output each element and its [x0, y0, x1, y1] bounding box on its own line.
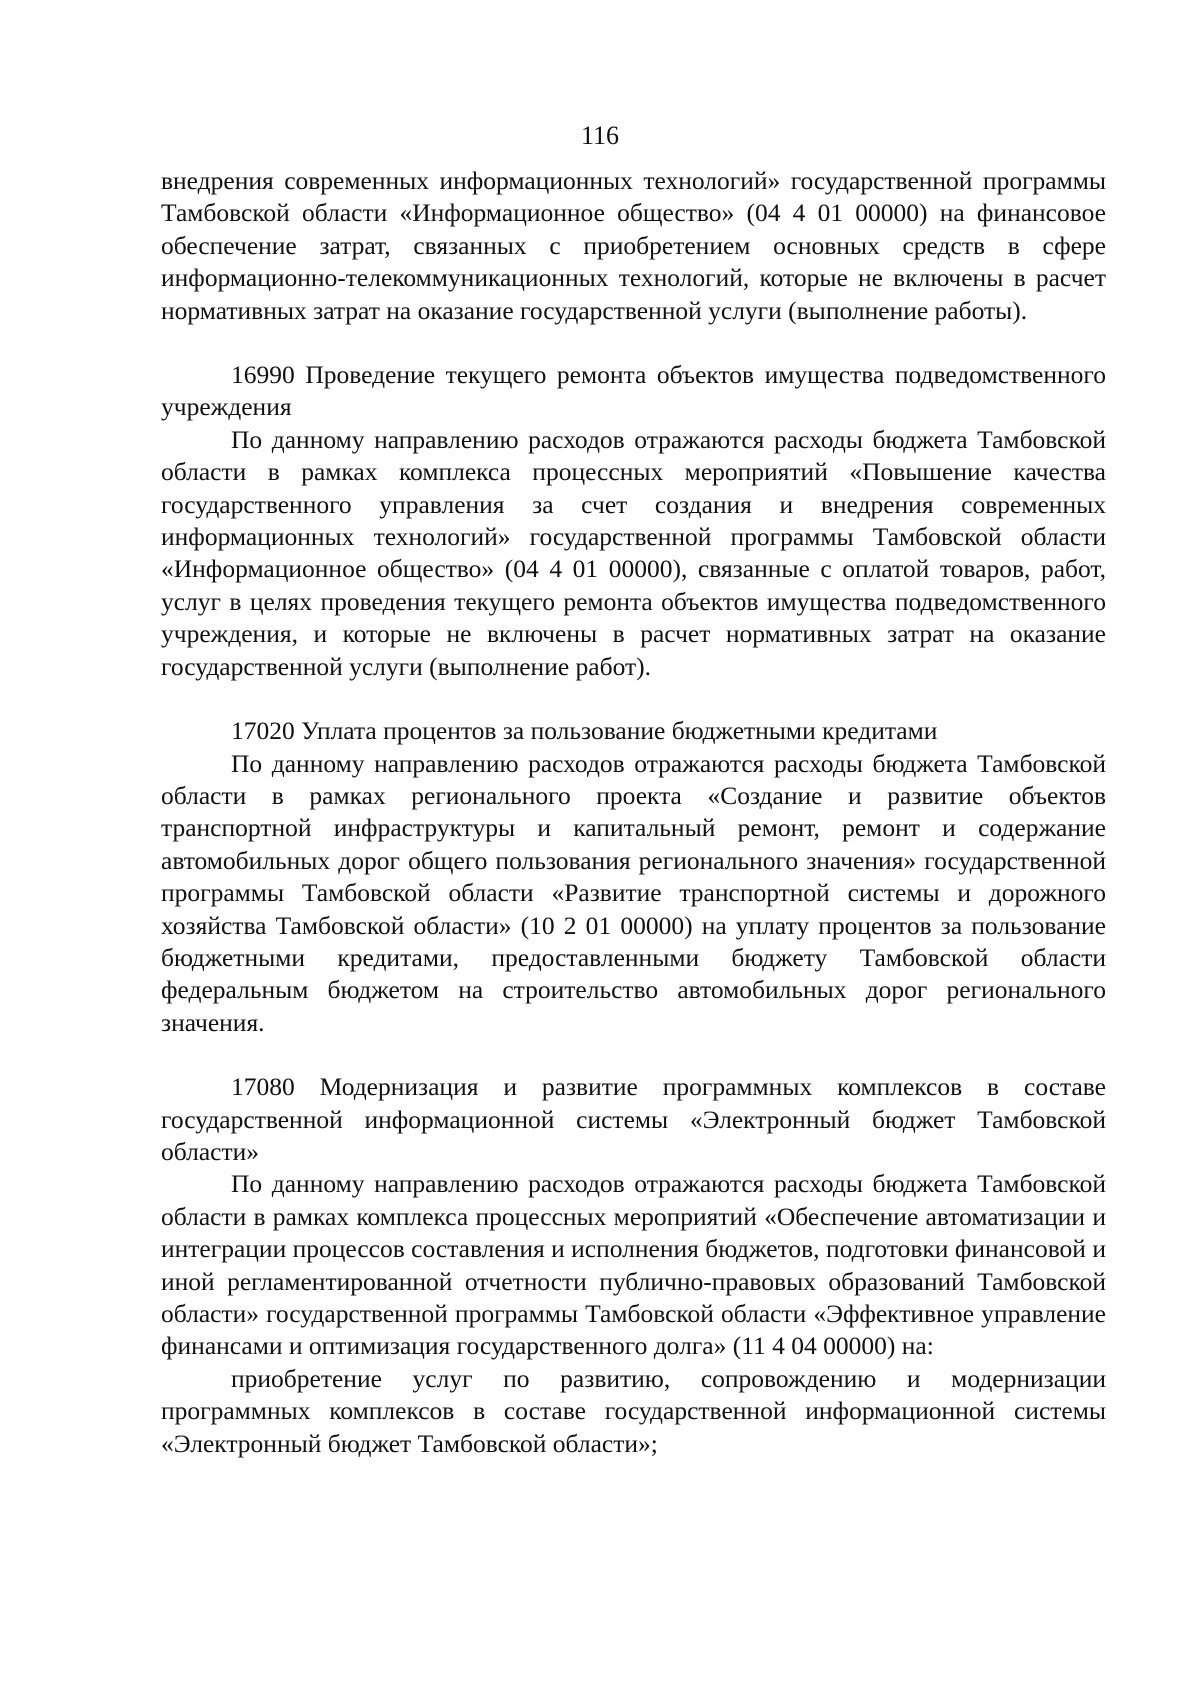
section-list-item-17080: приобретение услуг по развитию, сопровождению и модернизации программных комплексов в составе государственной информационной системы «Электронный бюджет Тамбовской области»; [161, 1363, 1106, 1458]
document-body [161, 165, 1106, 1460]
section-heading-16990: 16990 Проведение текущего ремонта объектов имущества подведомственного учреждения [161, 360, 1106, 422]
section-heading-17080: 17080 Модернизация и развитие программных комплексов в составе государственной информационной системы «Электронный бюджет Тамбовской области» [161, 1072, 1106, 1166]
page-number: 116 [580, 121, 620, 150]
paragraph-continuation: внедрения современных информационных технологий» государственной программы Тамбовской области «Информационное общество» (04 4 01 00000) на финансовое обеспечение затрат, связанных с приобретением основных средств в сфере информационно-телекоммуникационных технологий, которые не включены в расчет нормативных затрат на оказание государственной услуги (выполнение работы). [161, 166, 1106, 325]
section-body-17020: По данному направлению расходов отражаются расходы бюджета Тамбовской области в рамках регионального проекта «Создание и развитие объектов транспортной инфраструктуры и капитальный ремонт, ремонт и содержание автомобильных дорог общего пользования регионального значения» государственной программы Тамбовской области «Развитие транспортной системы и дорожного хозяйства Тамбовской области» (10 2 01 00000) на уплату процентов за пользование бюджетными кредитами, предоставленными бюджету Тамбовской области федеральным бюджетом на строительство автомобильных дорог регионального значения. [161, 748, 1106, 1037]
section-heading-17020: 17020 Уплата процентов за пользование бюджетными кредитами [231, 716, 938, 746]
section-body-17080: По данному направлению расходов отражаются расходы бюджета Тамбовской области в рамках комплекса процессных мероприятий «Обеспечение автоматизации и интеграции процессов составления и исполнения бюджетов, подготовки финансовой и иной регламентированной отчетности публично-правовых образований Тамбовской области» государственной программы Тамбовской области «Эффективное управление финансами и оптимизация государственного долга» (11 4 04 00000) на: [161, 1169, 1106, 1361]
section-body-16990: По данному направлению расходов отражаются расходы бюджета Тамбовской области в рамках комплекса процессных мероприятий «Повышение качества государственного управления за счет создания и внедрения современных информационных технологий» государственной программы Тамбовской области «Информационное общество» (04 4 01 00000), связанные с оплатой товаров, работ, услуг в целях проведения текущего ремонта объектов имущества подведомственного учреждения, и которые не включены в расчет нормативных затрат на оказание государственной услуги (выполнение работ). [161, 424, 1106, 681]
